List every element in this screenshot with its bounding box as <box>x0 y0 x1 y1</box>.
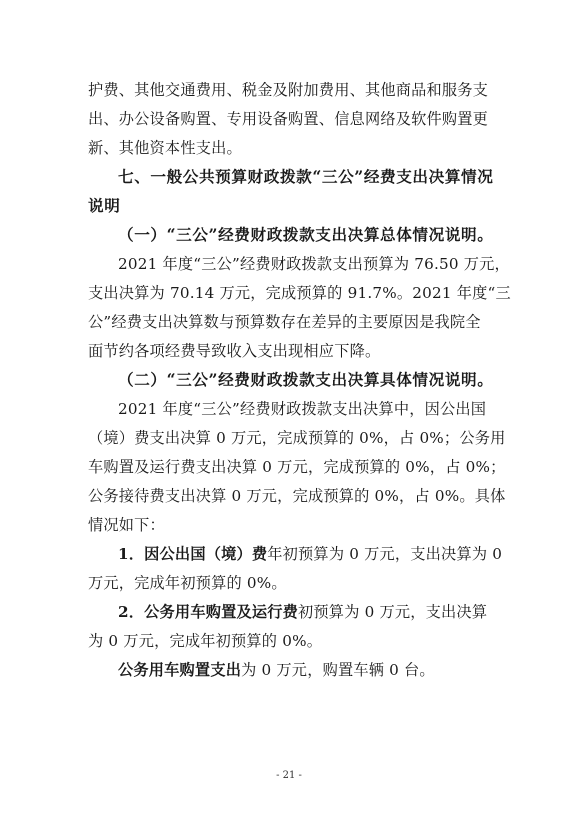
subsection-2-heading: （二）“三公”经费财政拨款支出决算具体情况说明。 <box>118 370 494 389</box>
subsection-2-line-4: 公务接待费支出决算 0 万元，完成预算的 0%，占 0%。具体 <box>88 487 506 505</box>
item-1-text: 年初预算为 0 万元，支出决算为 0 <box>267 545 503 563</box>
section-7-title-line-1: 七、一般公共预算财政拨款“三公”经费支出决算情况 <box>118 167 494 186</box>
subsection-1-line-2: 支出决算为 70.14 万元，完成预算的 91.7%。2021 年度“三 <box>88 284 511 302</box>
subsection-2-line-1: 2021 年度“三公”经费财政拨款支出决算中，因公出国 <box>118 400 487 418</box>
item-2-line-1 <box>118 602 487 622</box>
item-1-label: 1．因公出国（境）费 <box>118 545 268 563</box>
item-3-text: 为 0 万元，购置车辆 0 台。 <box>241 661 435 679</box>
item-1-line-1 <box>118 544 502 564</box>
section-7-title-line-2: 说明 <box>88 196 121 215</box>
item-2-text: 初预算为 0 万元，支出决算 <box>298 603 488 621</box>
subsection-1-heading: （一）“三公”经费财政拨款支出决算总体情况说明。 <box>118 225 494 244</box>
body-line-1: 护费、其他交通费用、税金及附加费用、其他商品和服务支 <box>88 81 489 99</box>
subsection-2-line-2: （境）费支出决算 0 万元，完成预算的 0%，占 0%；公务用 <box>88 429 506 447</box>
item-2-label: 2．公务用车购置及运行费 <box>118 603 299 621</box>
subsection-2-line-5: 情况如下： <box>88 516 165 534</box>
page-number: - 21 - <box>276 770 302 781</box>
subsection-2-line-3: 车购置及运行费支出决算 0 万元，完成预算的 0%，占 0%； <box>88 458 506 476</box>
subsection-1-line-3: 公”经费支出决算数与预算数存在差异的主要原因是我院全 <box>88 313 481 331</box>
subsection-1-line-1: 2021 年度“三公”经费财政拨款支出预算为 76.50 万元， <box>118 255 510 273</box>
body-line-2: 出、办公设备购置、专用设备购置、信息网络及软件购置更 <box>88 110 489 128</box>
item-2-line-2: 为 0 万元，完成年初预算的 0%。 <box>88 632 323 650</box>
item-3-label: 公务用车购置支出 <box>118 661 242 679</box>
item-3-line-1 <box>118 660 435 680</box>
item-1-line-2: 万元，完成年初预算的 0%。 <box>88 574 287 592</box>
body-line-3: 新、其他资本性支出。 <box>88 139 242 157</box>
subsection-1-line-4: 面节约各项经费导致收入支出现相应下降。 <box>88 342 381 360</box>
